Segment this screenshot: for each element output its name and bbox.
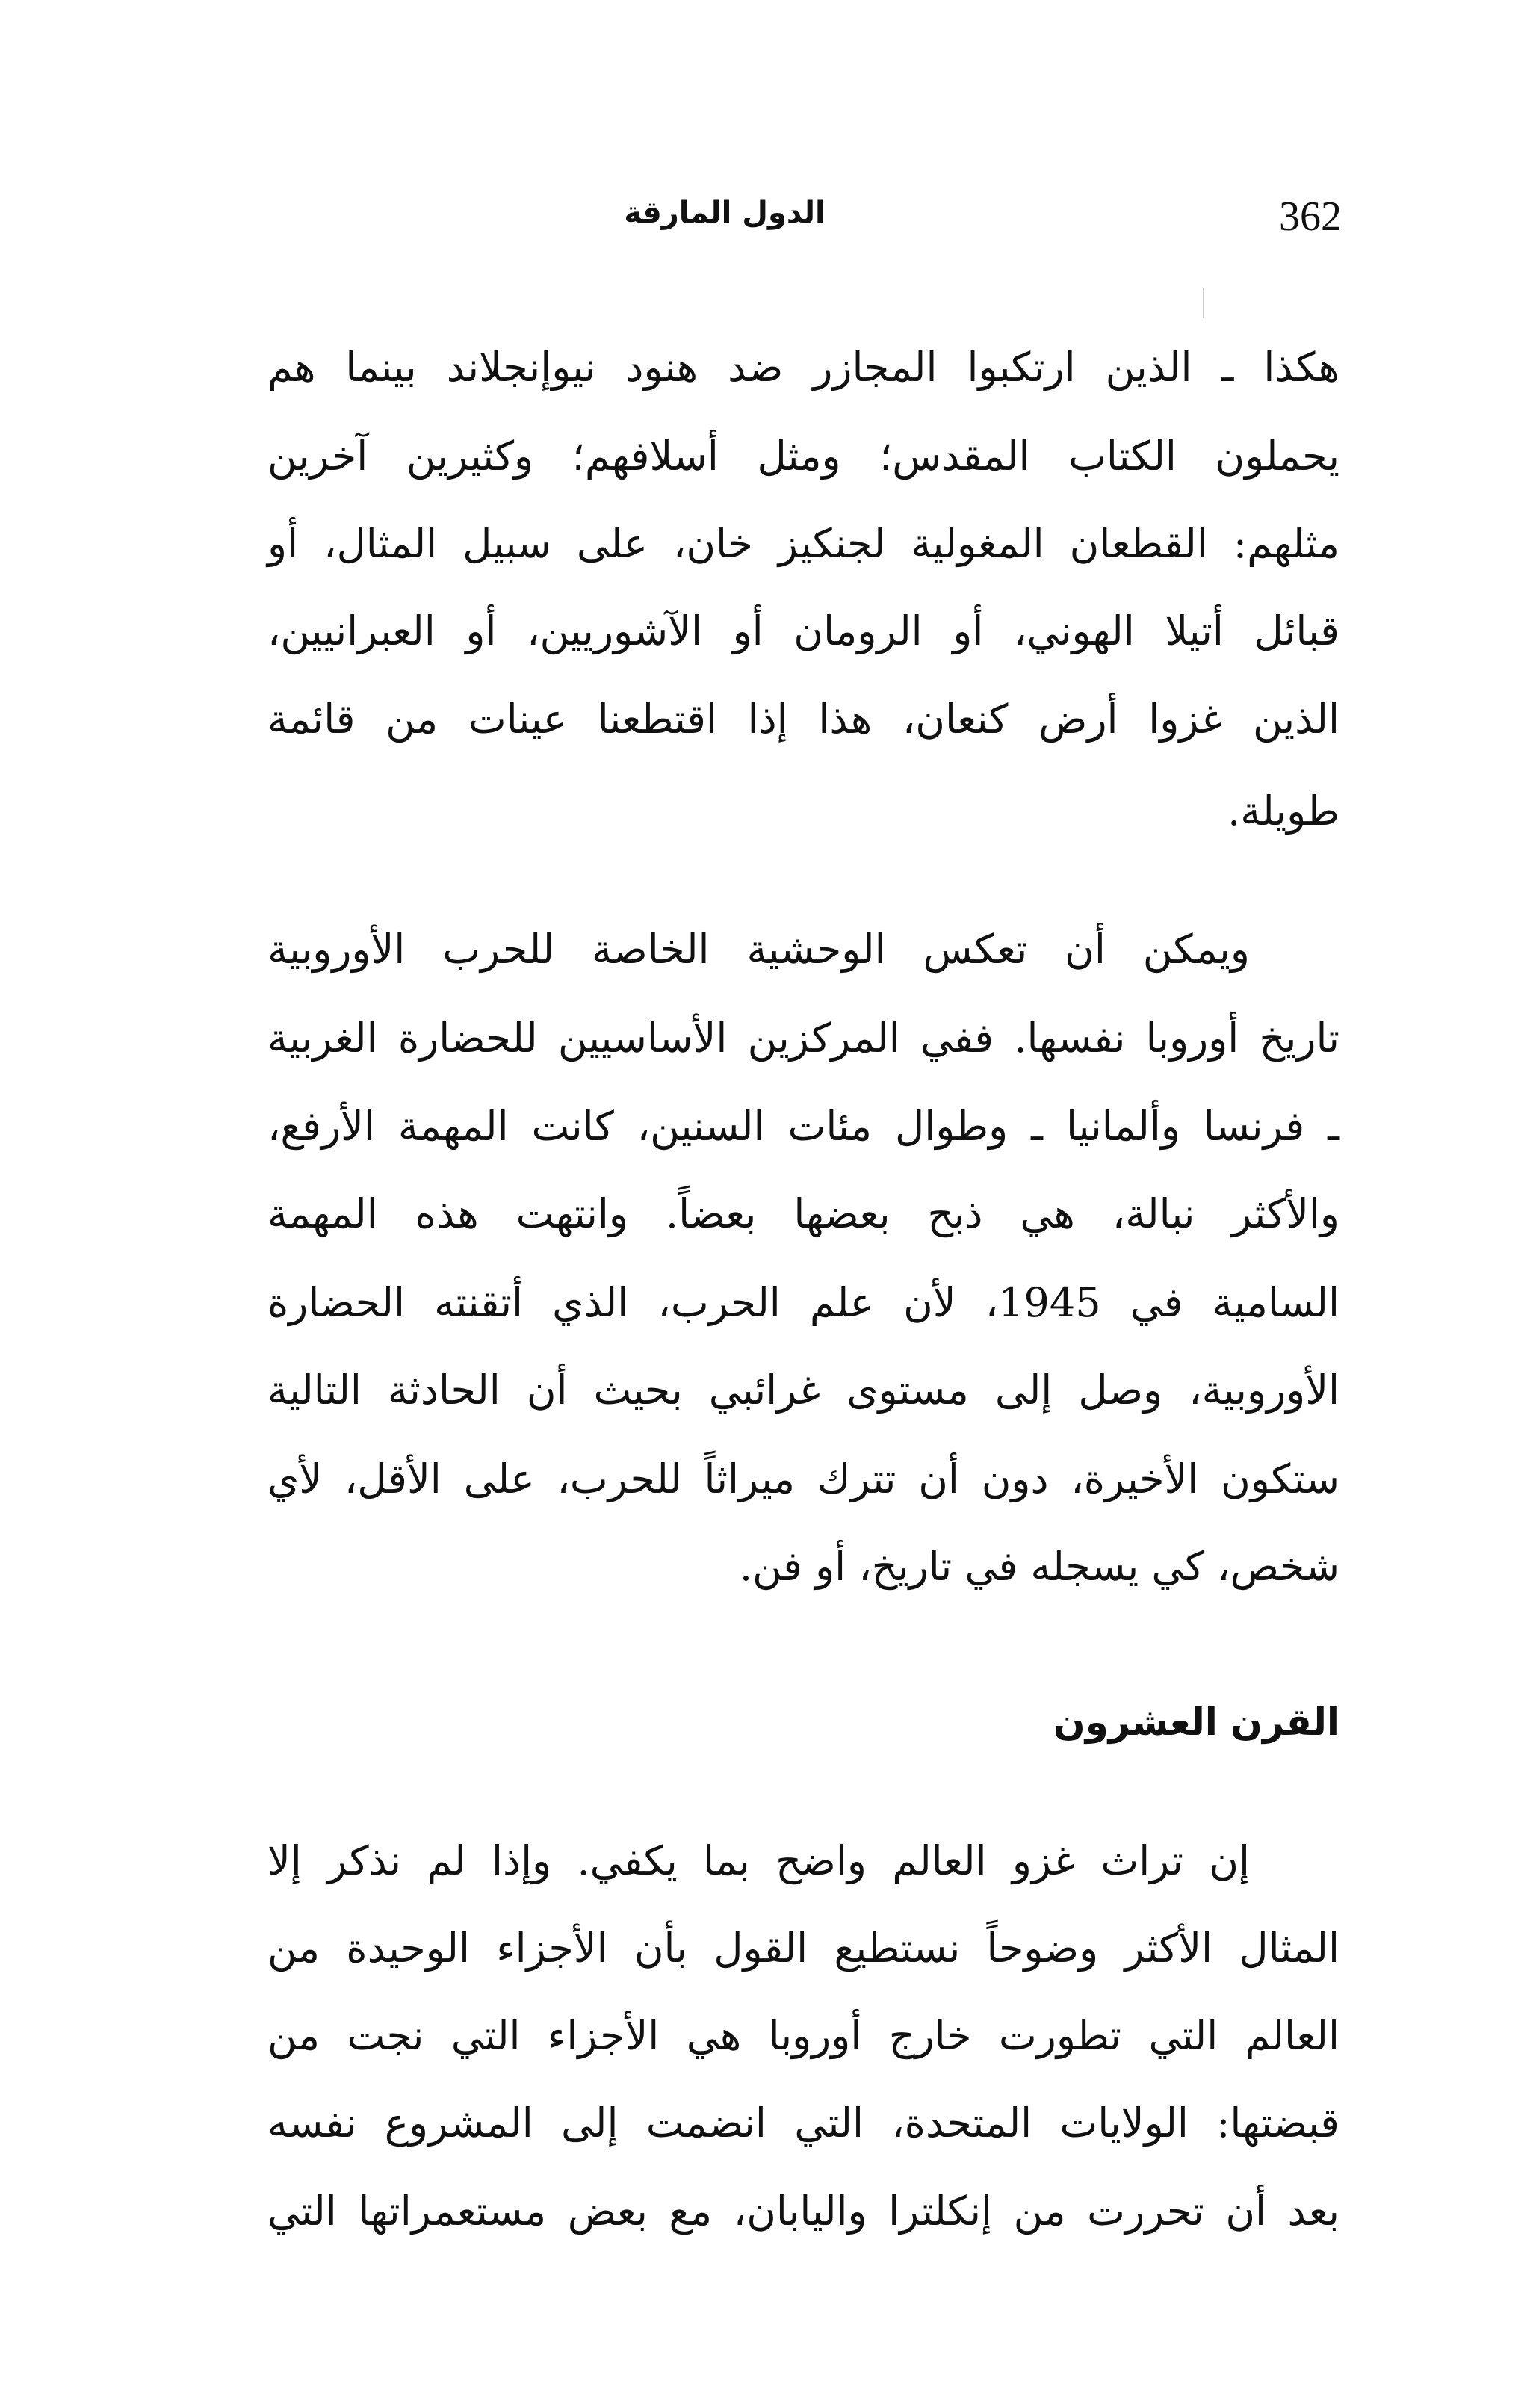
text-line: يحملون الكتاب المقدس؛ ومثل أسلافهم؛ وكثيرين آخرين	[267, 433, 1339, 480]
page-number: 362	[1279, 194, 1342, 240]
text-line: إن تراث غزو العالم واضح بما يكفي. وإذا لم نذكر إلا	[267, 1837, 1250, 1884]
text-line: قبائل أتيلا الهوني، أو الرومان أو الآشوريين، أو العبرانيين،	[267, 607, 1339, 654]
text-line: ستكون الأخيرة، دون أن تترك ميراثاً للحرب، على الأقل، لأي	[267, 1455, 1339, 1502]
section-heading: القرن العشرون	[1053, 1700, 1339, 1744]
text-line: بعد أن تحررت من إنكلترا واليابان، مع بعض مستعمراتها التي	[267, 2188, 1339, 2235]
text-line: قبضتها: الولايات المتحدة، التي انضمت إلى المشروع نفسه	[267, 2099, 1339, 2147]
text-line: طويلة.	[1227, 787, 1339, 835]
text-line: تاريخ أوروبا نفسها. ففي المركزين الأساسيين للحضارة الغربية	[267, 1015, 1339, 1062]
scan-mark	[1203, 288, 1204, 318]
text-line: والأكثر نبالة، هي ذبح بعضها بعضاً. وانتهت هذه المهمة	[267, 1190, 1339, 1237]
text-line: الذين غزوا أرض كنعان، هذا إذا اقتطعنا عينات من قائمة	[267, 696, 1339, 743]
running-title: الدول المارقة	[624, 196, 826, 230]
text-line: هكذا ـ الذين ارتكبوا المجازر ضد هنود نيوإنجلاند بينما هم	[267, 344, 1339, 391]
text-line: شخص، كي يسجله في تاريخ، أو فن.	[739, 1543, 1339, 1590]
text-line: الأوروبية، وصل إلى مستوى غرائبي بحيث أن الحادثة التالية	[267, 1367, 1339, 1414]
text-line: ويمكن أن تعكس الوحشية الخاصة للحرب الأوروبية	[267, 926, 1250, 973]
text-line: مثلهم: القطعان المغولية لجنكيز خان، على سبيل المثال، أو	[267, 520, 1339, 567]
text-line: المثال الأكثر وضوحاً نستطيع القول بأن الأجزاء الوحيدة من	[267, 1925, 1339, 1972]
text-line: العالم التي تطورت خارج أوروبا هي الأجزاء التي نجت من	[267, 2012, 1339, 2059]
text-line: ـ فرنسا وألمانيا ـ وطوال مئات السنين، كانت المهمة الأرفع،	[267, 1103, 1339, 1150]
text-line: السامية في 1945، لأن علم الحرب، الذي أتقنته الحضارة	[267, 1279, 1340, 1326]
